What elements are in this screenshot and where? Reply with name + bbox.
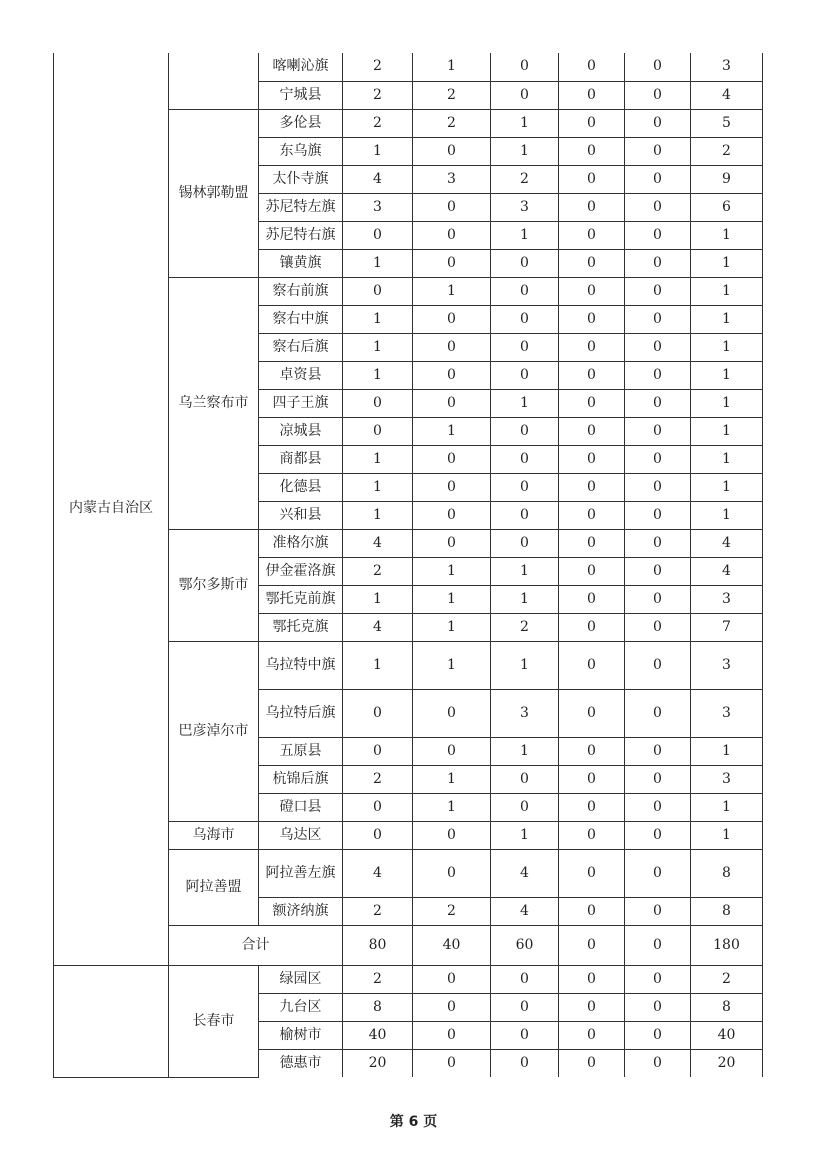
value-cell: 1	[691, 737, 763, 765]
county-cell: 绿园区	[259, 965, 343, 993]
value-cell: 0	[491, 793, 559, 821]
value-cell: 0	[559, 501, 625, 529]
value-cell: 1	[691, 501, 763, 529]
value-cell: 0	[559, 81, 625, 109]
value-cell: 4	[343, 613, 413, 641]
value-cell: 0	[559, 361, 625, 389]
county-cell: 鄂托克旗	[259, 613, 343, 641]
value-cell: 1	[413, 557, 491, 585]
value-cell: 3	[691, 689, 763, 737]
value-cell: 4	[343, 165, 413, 193]
city-cell: 乌兰察布市	[169, 277, 259, 529]
value-cell: 0	[625, 305, 691, 333]
value-cell: 0	[559, 793, 625, 821]
city-cell: 长春市	[169, 965, 259, 1077]
value-cell: 0	[559, 333, 625, 361]
value-cell: 3	[343, 193, 413, 221]
province-cell	[54, 965, 169, 1077]
value-cell: 0	[559, 445, 625, 473]
value-cell: 0	[559, 613, 625, 641]
value-cell: 2	[491, 165, 559, 193]
county-cell: 宁城县	[259, 81, 343, 109]
value-cell: 20	[691, 1049, 763, 1077]
value-cell: 0	[625, 737, 691, 765]
county-cell: 多伦县	[259, 109, 343, 137]
total-value: 0	[559, 925, 625, 965]
value-cell: 0	[413, 1021, 491, 1049]
value-cell: 2	[413, 109, 491, 137]
value-cell: 1	[343, 361, 413, 389]
page-number: 第 6 页	[389, 1114, 438, 1130]
city-cell	[169, 53, 259, 109]
value-cell: 0	[491, 529, 559, 557]
value-cell: 2	[413, 81, 491, 109]
county-cell: 凉城县	[259, 417, 343, 445]
value-cell: 1	[691, 333, 763, 361]
county-cell: 乌拉特中旗	[259, 641, 343, 689]
value-cell: 0	[625, 849, 691, 897]
value-cell: 0	[491, 305, 559, 333]
value-cell: 4	[691, 81, 763, 109]
value-cell: 1	[491, 641, 559, 689]
value-cell: 0	[343, 689, 413, 737]
value-cell: 1	[691, 445, 763, 473]
table-row	[54, 965, 763, 993]
value-cell: 0	[413, 389, 491, 417]
value-cell: 0	[559, 641, 625, 689]
value-cell: 1	[343, 641, 413, 689]
value-cell: 0	[413, 737, 491, 765]
value-cell: 0	[625, 501, 691, 529]
value-cell: 0	[559, 965, 625, 993]
value-cell: 2	[343, 765, 413, 793]
value-cell: 0	[413, 993, 491, 1021]
value-cell: 4	[691, 557, 763, 585]
value-cell: 0	[491, 445, 559, 473]
value-cell: 0	[559, 585, 625, 613]
value-cell: 0	[491, 993, 559, 1021]
value-cell: 0	[625, 793, 691, 821]
value-cell: 1	[691, 793, 763, 821]
value-cell: 0	[491, 53, 559, 81]
value-cell: 0	[491, 501, 559, 529]
value-cell: 0	[559, 897, 625, 925]
value-cell: 0	[559, 821, 625, 849]
county-cell: 九台区	[259, 993, 343, 1021]
value-cell: 0	[625, 821, 691, 849]
value-cell: 9	[691, 165, 763, 193]
value-cell: 0	[413, 221, 491, 249]
value-cell: 0	[491, 333, 559, 361]
value-cell: 2	[343, 53, 413, 81]
value-cell: 0	[625, 765, 691, 793]
value-cell: 3	[413, 165, 491, 193]
value-cell: 0	[343, 737, 413, 765]
value-cell: 0	[559, 473, 625, 501]
total-value: 0	[625, 925, 691, 965]
value-cell: 0	[625, 529, 691, 557]
value-cell: 0	[559, 305, 625, 333]
value-cell: 1	[343, 501, 413, 529]
value-cell: 0	[559, 737, 625, 765]
value-cell: 0	[413, 501, 491, 529]
value-cell: 0	[559, 765, 625, 793]
value-cell: 1	[413, 417, 491, 445]
value-cell: 1	[691, 389, 763, 417]
value-cell: 8	[691, 849, 763, 897]
value-cell: 0	[559, 193, 625, 221]
value-cell: 0	[625, 445, 691, 473]
value-cell: 1	[491, 221, 559, 249]
value-cell: 0	[343, 793, 413, 821]
value-cell: 2	[343, 81, 413, 109]
county-cell: 乌达区	[259, 821, 343, 849]
value-cell: 0	[625, 53, 691, 81]
value-cell: 8	[691, 897, 763, 925]
county-cell: 德惠市	[259, 1049, 343, 1077]
county-cell: 四子王旗	[259, 389, 343, 417]
value-cell: 2	[343, 965, 413, 993]
value-cell: 1	[343, 305, 413, 333]
county-cell: 兴和县	[259, 501, 343, 529]
value-cell: 0	[413, 137, 491, 165]
county-cell: 苏尼特左旗	[259, 193, 343, 221]
county-cell: 商都县	[259, 445, 343, 473]
value-cell: 2	[491, 613, 559, 641]
value-cell: 0	[491, 361, 559, 389]
value-cell: 8	[343, 993, 413, 1021]
value-cell: 0	[625, 165, 691, 193]
value-cell: 3	[691, 585, 763, 613]
value-cell: 1	[691, 417, 763, 445]
value-cell: 0	[491, 765, 559, 793]
value-cell: 0	[413, 529, 491, 557]
value-cell: 0	[559, 1021, 625, 1049]
value-cell: 5	[691, 109, 763, 137]
total-value: 60	[491, 925, 559, 965]
value-cell: 0	[625, 897, 691, 925]
value-cell: 0	[625, 641, 691, 689]
value-cell: 3	[491, 689, 559, 737]
value-cell: 0	[491, 1049, 559, 1077]
value-cell: 1	[691, 277, 763, 305]
value-cell: 1	[343, 473, 413, 501]
value-cell: 1	[691, 305, 763, 333]
city-cell: 阿拉善盟	[169, 849, 259, 925]
county-cell: 乌拉特后旗	[259, 689, 343, 737]
value-cell: 0	[491, 277, 559, 305]
value-cell: 0	[625, 389, 691, 417]
value-cell: 1	[343, 249, 413, 277]
county-cell: 杭锦后旗	[259, 765, 343, 793]
county-cell: 苏尼特右旗	[259, 221, 343, 249]
value-cell: 0	[625, 557, 691, 585]
city-cell: 鄂尔多斯市	[169, 529, 259, 641]
value-cell: 1	[691, 473, 763, 501]
county-cell: 太仆寺旗	[259, 165, 343, 193]
value-cell: 0	[625, 473, 691, 501]
value-cell: 0	[625, 249, 691, 277]
value-cell: 0	[559, 1049, 625, 1077]
value-cell: 0	[491, 81, 559, 109]
value-cell: 0	[491, 473, 559, 501]
total-value: 40	[413, 925, 491, 965]
value-cell: 0	[559, 137, 625, 165]
value-cell: 0	[413, 193, 491, 221]
value-cell: 0	[559, 165, 625, 193]
value-cell: 0	[625, 993, 691, 1021]
value-cell: 1	[343, 585, 413, 613]
value-cell: 2	[343, 109, 413, 137]
value-cell: 1	[491, 137, 559, 165]
county-cell: 东乌旗	[259, 137, 343, 165]
value-cell: 1	[413, 641, 491, 689]
total-value: 80	[343, 925, 413, 965]
value-cell: 0	[413, 445, 491, 473]
value-cell: 6	[691, 193, 763, 221]
value-cell: 0	[559, 849, 625, 897]
value-cell: 0	[559, 109, 625, 137]
value-cell: 1	[413, 793, 491, 821]
value-cell: 2	[691, 965, 763, 993]
value-cell: 0	[559, 529, 625, 557]
value-cell: 0	[413, 333, 491, 361]
county-cell: 准格尔旗	[259, 529, 343, 557]
county-cell: 伊金霍洛旗	[259, 557, 343, 585]
value-cell: 0	[625, 417, 691, 445]
total-value: 180	[691, 925, 763, 965]
value-cell: 0	[625, 613, 691, 641]
value-cell: 4	[343, 849, 413, 897]
county-cell: 化德县	[259, 473, 343, 501]
value-cell: 0	[625, 585, 691, 613]
value-cell: 0	[343, 277, 413, 305]
value-cell: 0	[625, 1049, 691, 1077]
value-cell: 0	[413, 821, 491, 849]
value-cell: 1	[491, 557, 559, 585]
county-cell: 五原县	[259, 737, 343, 765]
value-cell: 0	[625, 1021, 691, 1049]
city-cell: 锡林郭勒盟	[169, 109, 259, 277]
value-cell: 0	[625, 361, 691, 389]
value-cell: 2	[413, 897, 491, 925]
county-cell: 喀喇沁旗	[259, 53, 343, 81]
value-cell: 1	[491, 737, 559, 765]
value-cell: 4	[491, 849, 559, 897]
value-cell: 1	[413, 53, 491, 81]
county-cell: 察右后旗	[259, 333, 343, 361]
value-cell: 0	[625, 333, 691, 361]
city-cell: 乌海市	[169, 821, 259, 849]
value-cell: 8	[691, 993, 763, 1021]
county-cell: 磴口县	[259, 793, 343, 821]
value-cell: 1	[491, 585, 559, 613]
value-cell: 1	[491, 389, 559, 417]
value-cell: 0	[491, 1021, 559, 1049]
county-cell: 镶黄旗	[259, 249, 343, 277]
value-cell: 4	[343, 529, 413, 557]
value-cell: 0	[413, 249, 491, 277]
value-cell: 0	[491, 417, 559, 445]
value-cell: 0	[625, 965, 691, 993]
value-cell: 0	[625, 81, 691, 109]
county-cell: 阿拉善左旗	[259, 849, 343, 897]
value-cell: 4	[691, 529, 763, 557]
value-cell: 0	[491, 249, 559, 277]
value-cell: 0	[491, 965, 559, 993]
value-cell: 1	[691, 249, 763, 277]
city-cell: 巴彦淖尔市	[169, 641, 259, 821]
value-cell: 0	[413, 849, 491, 897]
value-cell: 0	[413, 361, 491, 389]
value-cell: 1	[691, 361, 763, 389]
value-cell: 3	[491, 193, 559, 221]
value-cell: 0	[559, 557, 625, 585]
table-row	[54, 53, 763, 81]
value-cell: 0	[559, 993, 625, 1021]
value-cell: 0	[343, 389, 413, 417]
value-cell: 0	[559, 249, 625, 277]
value-cell: 1	[343, 333, 413, 361]
value-cell: 1	[413, 613, 491, 641]
value-cell: 0	[343, 221, 413, 249]
county-cell: 卓资县	[259, 361, 343, 389]
value-cell: 1	[491, 821, 559, 849]
value-cell: 0	[559, 417, 625, 445]
value-cell: 20	[343, 1049, 413, 1077]
value-cell: 0	[343, 417, 413, 445]
value-cell: 0	[413, 473, 491, 501]
value-cell: 0	[625, 277, 691, 305]
value-cell: 2	[343, 557, 413, 585]
county-cell: 察右前旗	[259, 277, 343, 305]
value-cell: 1	[343, 445, 413, 473]
value-cell: 3	[691, 53, 763, 81]
value-cell: 0	[413, 689, 491, 737]
value-cell: 40	[343, 1021, 413, 1049]
value-cell: 1	[343, 137, 413, 165]
province-cell: 内蒙古自治区	[54, 53, 169, 965]
value-cell: 0	[343, 821, 413, 849]
value-cell: 4	[491, 897, 559, 925]
value-cell: 0	[625, 221, 691, 249]
county-cell: 额济纳旗	[259, 897, 343, 925]
value-cell: 0	[413, 965, 491, 993]
value-cell: 0	[625, 193, 691, 221]
value-cell: 0	[625, 689, 691, 737]
value-cell: 0	[559, 389, 625, 417]
county-cell: 鄂托克前旗	[259, 585, 343, 613]
statistics-table	[53, 53, 763, 1078]
value-cell: 2	[691, 137, 763, 165]
value-cell: 3	[691, 765, 763, 793]
value-cell: 0	[413, 1049, 491, 1077]
value-cell: 1	[691, 221, 763, 249]
value-cell: 0	[625, 137, 691, 165]
value-cell: 1	[413, 277, 491, 305]
value-cell: 0	[413, 305, 491, 333]
value-cell: 0	[625, 109, 691, 137]
total-label: 合计	[169, 925, 343, 965]
value-cell: 0	[559, 53, 625, 81]
value-cell: 2	[343, 897, 413, 925]
county-cell: 榆树市	[259, 1021, 343, 1049]
value-cell: 40	[691, 1021, 763, 1049]
value-cell: 1	[413, 585, 491, 613]
value-cell: 0	[559, 689, 625, 737]
value-cell: 3	[691, 641, 763, 689]
value-cell: 0	[559, 277, 625, 305]
county-cell: 察右中旗	[259, 305, 343, 333]
value-cell: 1	[691, 821, 763, 849]
value-cell: 1	[491, 109, 559, 137]
value-cell: 0	[559, 221, 625, 249]
value-cell: 1	[413, 765, 491, 793]
value-cell: 7	[691, 613, 763, 641]
